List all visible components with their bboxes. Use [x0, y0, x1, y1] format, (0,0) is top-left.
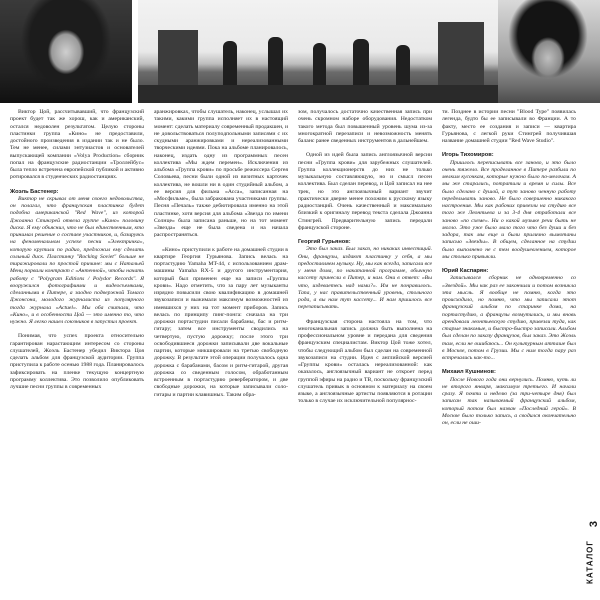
- musician-silhouette: [353, 39, 369, 85]
- speaker-stack: [158, 30, 198, 85]
- paragraph: Понимая, что успех проекта относительно гарантирован нарастающим интересом со стороны слушателей, Жоэль Бастенер убедил Виктора Цоя сделать альбом для французской аудитории. Группа приступила к работе осенью 1988 года. Планировалось зафиксировать на пленке текущую концертную программу коллектива. Это позволило опубликовать лучшие песни группы в современных: [10, 333, 144, 390]
- quote-paragraph: Записывался сборник не одновременно со «Звездой». Мы как раз ее закончили и потом возникла эта мысль. Я вообще не помню, когда это происходило, но помню, что мы записали этот французский альбом по старинке дома, на портастудию, а французы возмутились, и мы вновь арендовали леонтьевскую студию, привезли туда, как старые знакомые, и быстро-быстро записали. Альбом был сделан по заказу французов, был заказ. Это Жоэль там, если не ошибаюсь... Он культурным атташе был в Москве, потом в Грузии. Мы с ним тогда пару раз встречались как-то...: [442, 275, 576, 361]
- quote-paragraph: Виктор не скрывал от меня своего недовольства, он полагал, что французская пластинка будет подобна американской "Red Wave", из которой Джоанна Стингрей отвела группе «Кино» половину диска. Я ему объяснил, что не был единственным, кто принимал решение о составе участников, и, базируясь на феноменальном успехе песни «Электричка», которую крутили по радио, предложил ему сделать сольный диск. Пластинку "Rocking Soviet" больше не тиражировали по простой причине: мы с Натальей Менц порвали контракт с «Антенной», чтобы начать работу с "Polygram Editions / Polydor Records". Я вооружился фотографиями и видеосъемками, сделанными в Питере, а заодно подвержной Томасо Джонсона, молодого журналиста из популярного тогда журнала «Actuel». Мы оба считали, что «Кино», и в особенности Цой — это именно то, что нужно. Я легко нашел союзников в запустил проект.: [10, 195, 144, 325]
- article-body: [10, 109, 580, 595]
- page-number: 3: [587, 520, 600, 528]
- speaker-stack: [438, 22, 484, 85]
- paragraph: аранжировках, чтобы слушатель, наконец, услышал их такими, какими группа исполняет их в настоящий момент: сделать материалу современный продакшен, и не довольствоваться полуподпольными записями с их скудными аранжировками и нереализованными творческими идеями. Пока на альбоме планировалось, наконец, издать одну из программных песен коллектива «Мы ждем перемен». Исключения из альбома «Группа крови» по просьбе режиссера Сергея Соловьева, песни были одной из визитных карточек коллектива, не вошли ни в один студийный альбом, а ее версия для фильма «Асса», записанная на «Мосфильме», была забракована участниками группы. Песня «Печаль» также дебютировала именно на этой пластинке, хотя версия для альбома «Звезда по имени Солнце» была записана раньше, но на тот момент «Звезда» еще не была сведена и на начала распространяться.: [154, 109, 288, 239]
- quote-paragraph: Пришлось переписывать все заново, и это было очень тяжело. Все проделанное в Питере разбили по мелким кусочкам, которые нужно было по-мелочам. А мы же старались, потратили и время и силы. Все было сделано с душой, а тут заново ченную работу переделывать заново. Не было совершенно никакого настроения. Мы как рабочих привезли на студию все того же Леонтьева и за 3-4 дня отработали все заново «по схеме». Ни о какой музыке речи быть не могло. Это уже было мало того что без души и без задора, так мы еще и были прилично вымотаны записью «Звезды». В общем, сделанное на студии было выполнено не с тем воодушевлением, которое мы столько привыкли.: [442, 159, 576, 260]
- text-column-3: [298, 109, 432, 595]
- speaker-name: Георгий Гурьянов:: [298, 239, 351, 245]
- speaker-name: Игорь Тихомиров:: [442, 152, 494, 159]
- speaker-name: Михаил Кушнинов:: [442, 369, 496, 376]
- portrait-photo-right: [498, 0, 600, 103]
- concert-stage-photo: [138, 0, 498, 103]
- side-footer: [583, 532, 597, 592]
- quote-paragraph: Это был заказ. Был заказ, но никаких инвестиций. Они, французы, издают пластинку у себя, а мы предоставляем музыку. Ну, мы как всегда, записали все у меня дома, по накатанной программе, обычную кассету принесли в Питер, и нам. Они в ответ: «Вы что, издеваетесь над нами?». Им не понравилось. Тапа, у нас правительственный уровень, стольного рода, а вы нам тут кассету... И нам пришлось все перезаписывать.: [298, 246, 432, 311]
- paragraph: Французская сторона настояла на том, что многоканальная запись должна быть выполнена на профессиональном уровне и передана для сведения французским специалистам. Виктор Цой тоже хотел, чтобы следующий альбом был сделан на современной звукозаписи на студии. Идея с английской версией «Группы крови» осталась нереализованной: как оказалось, англоязычный вариант не откроет перед группой эфиры на радио и ТВ, поскольку французский слушатель привык в основном к материалу на своем языке, а англоязычные артисты появляются в ротации только в случае их исключительной популярнос-: [298, 318, 432, 405]
- quote-paragraph: После Нового года они вернулись. Помню, чуть ли не второго января, максимум третьего. И начали сразу. Я почти и неделю (за три-четыре дня) был записан так называемый французский альбом, который потом был назван «Последний герой». В Москве было только запись, а сводился окончательно он, если не оши-: [442, 376, 576, 426]
- musician-silhouette: [223, 41, 237, 85]
- paragraph: «Кино» приступили к работе на домашней студии в квартире Георгия Гурьянова. Запись велась на портастудию Yamaha MT-44, с использованием драм-машины Yamaha RX-5 и другого инструментария, который был применен еще на записи «Группы крови». Надо отметить, что за пару лет музыканты изрядно повысили свою квалификацию в домашней звукозаписи и выжимали максимум возможностей из имевшихся у них на тот момент приборов. Запись велась по принципу пинг-понга: сначала на три дорожки портастудии писали барабаны, бас и ритм-гитару; затем все инструменты сводились на четвертую, пустую дорожку; после этого три освободившиеся дорожки записывали две вокальные партии, которые микшировали на третью свободную дорожку. В результате этой операции получалось одна дорожка с барабанами, басом и ритм-гитарой, другая дорожка со сведенным голосом, обработанным встроенным в портастудию ревербератором, и две свободные дорожки, на которые записывали соло-гитары и партии клавишных. Таким обра-: [154, 246, 288, 398]
- paragraph: Одной из идей была запись англоязычной версии песни «Группа крови» для зарубежных слушателей. Группа коллекционерств до них не только музыкальную составляющую, но и смысл песен коллектива. Был сделан перевод, и Цой записал на нее трек, но это англоязычный вариант звучит практически дверне менее похожим к русскому языку радиостанций. Очень качественный и максимально близкий к оригиналу перевод текста сделала Джоанна Стингрей. Предварительную запись передали французской стороне.: [298, 152, 432, 231]
- text-column-1: [10, 109, 144, 595]
- musician-silhouette: [313, 43, 326, 85]
- paragraph: зом, получалось достаточно качественная запись при очень скромном наборе оборудования. Недостатком такого метода был повышенный уровень шума из-за многократной перезаписи и невозможность менять баланс ранее сведенных инструментов в дальнейшем.: [298, 109, 432, 144]
- text-column-4: [442, 109, 576, 595]
- speaker-name: Жоэль Бастенер:: [10, 188, 59, 195]
- photo-strip: [0, 0, 600, 103]
- stage-floor: [138, 85, 498, 103]
- text-column-2: [154, 109, 288, 595]
- portrait-photo-left: [0, 0, 132, 103]
- musician-silhouette: [396, 45, 410, 85]
- speaker-name: Юрий Каспарян:: [442, 268, 489, 274]
- paragraph: ти. Позднее в истории песни "Blood Type" появилась легенда, будто бы ее записывали во Франции. А то факту, место ее создания и записи — квартира Гурьянова, с легкой руки Стингрей получившая название домашней студии "Red Wave Studio".: [442, 109, 576, 144]
- musician-silhouette: [268, 37, 283, 85]
- paragraph: Виктор Цой, рассчитывавший, что французский проект будет так же хорош, как и американский, остался недоволен результатом. Целую стороны пластинки группа «Кино» не предоставили, достойного произведения в издании так и не было. Тем не менее, силами энтузиастов и основателей выпускающей компании «Volya Production» сборник попал на французские радиостанции «Троллейбус» была тепло встречена европейской публикой и активно ротировался в студенческих радиостанциях.: [10, 109, 144, 181]
- catalog-brand: КАТАЛОГ: [585, 540, 595, 584]
